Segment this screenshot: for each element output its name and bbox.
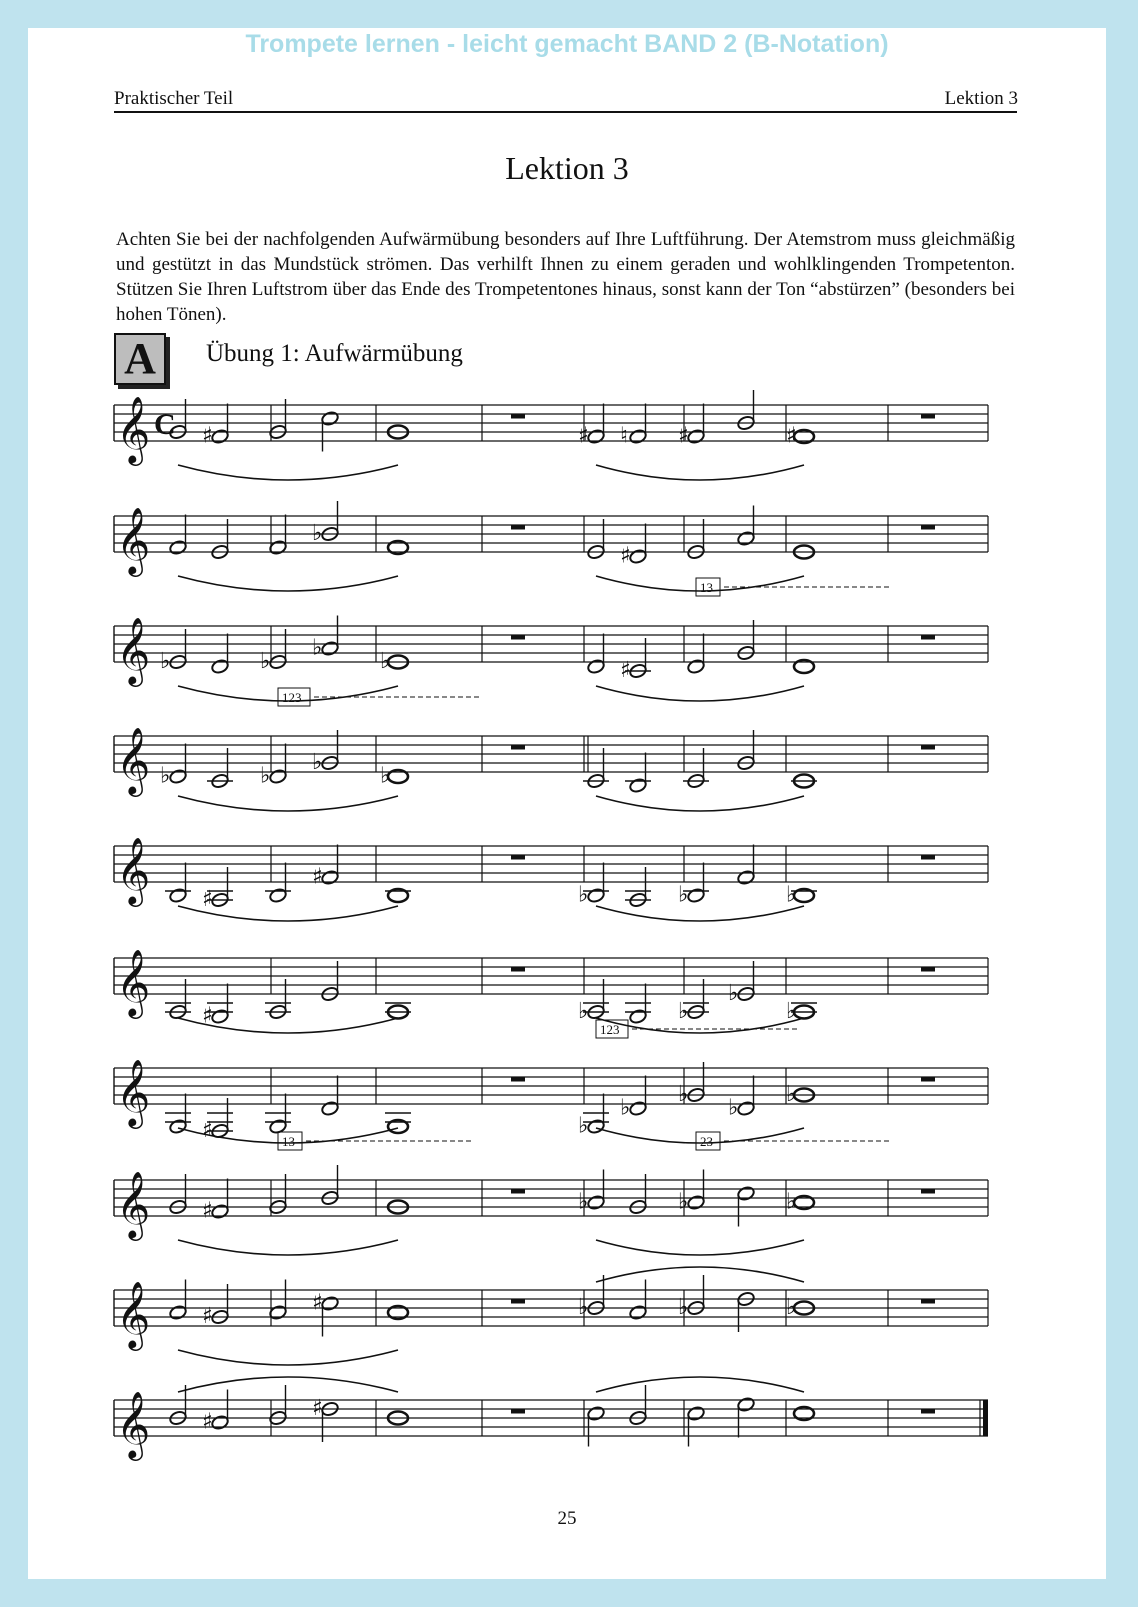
flat-accidental: ♭ — [380, 649, 391, 674]
sharp-accidental: ♯ — [786, 423, 797, 449]
section-letter-badge: A — [114, 333, 166, 385]
half-note — [586, 1194, 605, 1210]
slur — [596, 1377, 804, 1392]
fingering-label: 23 — [700, 1134, 713, 1149]
sharp-accidental: ♯ — [312, 864, 323, 890]
flat-accidental: ♭ — [260, 763, 271, 789]
half-note — [210, 428, 229, 444]
flat-accidental: ♭ — [578, 1113, 589, 1139]
whole-rest — [511, 1409, 525, 1414]
treble-clef: 𝄞 — [116, 616, 151, 684]
half-note — [320, 410, 339, 426]
slur — [596, 1240, 804, 1255]
half-note — [736, 1185, 755, 1201]
half-note — [320, 1100, 339, 1116]
flat-accidental: ♭ — [620, 1095, 631, 1121]
slur — [596, 686, 804, 701]
half-note — [586, 428, 605, 444]
flat-accidental: ♭ — [312, 635, 323, 661]
flat-accidental: ♭ — [160, 649, 171, 674]
fingering-label: 123 — [282, 690, 302, 705]
page — [28, 28, 1106, 1579]
exercise-heading: Übung 1: Aufwärmübung — [206, 340, 463, 367]
sharp-accidental: ♯ — [202, 1409, 213, 1435]
slur — [178, 1240, 398, 1255]
sharp-accidental: ♯ — [578, 423, 589, 449]
half-note — [586, 1405, 605, 1421]
half-note — [628, 428, 647, 444]
flat-accidental: ♭ — [678, 999, 689, 1024]
half-note — [586, 887, 605, 903]
page-number: 25 — [557, 1508, 577, 1529]
sharp-accidental: ♯ — [202, 1003, 213, 1029]
flat-accidental: ♭ — [728, 981, 739, 1006]
half-note — [320, 869, 339, 885]
half-note — [686, 658, 705, 674]
whole-rest — [921, 1409, 935, 1414]
flat-accidental: ♭ — [786, 999, 797, 1024]
sharp-accidental: ♯ — [678, 423, 689, 449]
flat-accidental: ♭ — [380, 763, 391, 789]
slur — [596, 465, 804, 480]
treble-clef: 𝄞 — [116, 395, 151, 463]
treble-clef: 𝄞 — [116, 948, 151, 1016]
slur — [178, 576, 398, 591]
time-signature: C — [154, 408, 176, 441]
whole-rest — [921, 855, 935, 860]
fingering-label: 13 — [282, 1134, 295, 1149]
half-note — [168, 1118, 187, 1134]
half-note — [736, 1100, 755, 1116]
flat-accidental: ♭ — [678, 1189, 689, 1215]
half-note — [210, 1414, 229, 1430]
whole-rest — [921, 967, 935, 972]
flat-accidental: ♭ — [312, 521, 323, 546]
natural-accidental: ♮ — [620, 423, 628, 449]
sharp-accidental: ♯ — [620, 543, 631, 569]
whole-rest — [511, 967, 525, 972]
whole-rest — [921, 1189, 935, 1194]
half-note — [628, 1100, 647, 1116]
book-title-banner: Trompete lernen - leicht gemacht BAND 2 (B-Notation) — [245, 30, 889, 58]
half-note — [320, 1295, 339, 1311]
flat-accidental: ♭ — [578, 1295, 589, 1320]
half-note — [210, 1008, 229, 1024]
flat-accidental: ♭ — [786, 1082, 797, 1107]
flat-accidental: ♭ — [786, 882, 797, 908]
half-note — [168, 887, 187, 903]
treble-clef: 𝄞 — [116, 1390, 151, 1458]
whole-rest — [511, 855, 525, 860]
treble-clef: 𝄞 — [116, 1170, 151, 1238]
treble-clef: 𝄞 — [116, 1280, 151, 1348]
sharp-accidental: ♯ — [620, 658, 631, 683]
flat-accidental: ♭ — [786, 1295, 797, 1320]
flat-accidental: ♭ — [260, 649, 271, 674]
flat-accidental: ♭ — [578, 999, 589, 1024]
fingering-label: 13 — [700, 580, 713, 595]
fingering-label: 123 — [600, 1022, 620, 1037]
flat-accidental: ♭ — [578, 882, 589, 908]
sharp-accidental: ♯ — [202, 1304, 213, 1329]
half-note — [736, 1396, 755, 1412]
half-note — [736, 869, 755, 885]
whole-rest — [511, 414, 525, 419]
whole-rest — [921, 745, 935, 750]
half-note — [686, 1194, 705, 1210]
whole-rest — [921, 525, 935, 530]
half-note — [628, 777, 647, 793]
half-note — [168, 768, 187, 784]
whole-rest — [511, 1189, 525, 1194]
slur — [596, 906, 804, 921]
page-title: Lektion 3 — [505, 150, 629, 186]
whole-rest — [511, 745, 525, 750]
slur — [178, 465, 398, 480]
sharp-accidental: ♯ — [202, 887, 213, 912]
sharp-accidental: ♯ — [202, 1198, 213, 1224]
whole-rest — [511, 1077, 525, 1082]
final-barline — [983, 1400, 988, 1436]
slur — [596, 796, 804, 811]
running-header-left: Praktischer Teil — [114, 88, 234, 109]
half-note — [268, 887, 287, 903]
half-note — [628, 1008, 647, 1024]
half-note — [628, 548, 647, 564]
whole-rest — [511, 635, 525, 640]
whole-rest — [511, 525, 525, 530]
sharp-accidental: ♯ — [202, 1118, 213, 1143]
flat-accidental: ♭ — [312, 750, 323, 775]
sharp-accidental: ♯ — [312, 1290, 323, 1316]
half-note — [320, 640, 339, 656]
slur — [178, 1350, 398, 1365]
music-score — [28, 28, 1106, 1579]
intro-paragraph: Achten Sie bei der nachfolgenden Aufwärmübung besonders auf Ihre Luftführung. Der Atemstrom muss gleichmäßig und gestützt in das Mundstück strömen. Das verhilft Ihnen zu einem geraden und wohlklingenden Trompetenton. Stützen Sie Ihren Luftstrom über das Ende des Trompetentones hinaus, sonst kann der Ton “abstürzen” (besonders bei hohen Tönen). — [116, 229, 1015, 325]
sharp-accidental: ♯ — [312, 1396, 323, 1421]
half-note — [210, 1203, 229, 1219]
whole-rest — [921, 635, 935, 640]
treble-clef: 𝄞 — [116, 836, 151, 904]
whole-rest — [921, 414, 935, 419]
half-note — [686, 887, 705, 903]
treble-clef: 𝄞 — [116, 726, 151, 794]
flat-accidental: ♭ — [160, 763, 171, 789]
running-header-right: Lektion 3 — [944, 88, 1018, 109]
whole-rest — [921, 1299, 935, 1304]
slur — [178, 1377, 398, 1392]
whole-rest — [921, 1077, 935, 1082]
flat-accidental: ♭ — [678, 1082, 689, 1107]
half-note — [586, 658, 605, 674]
half-note — [168, 1304, 187, 1320]
half-note — [686, 428, 705, 444]
half-note — [586, 1118, 605, 1134]
slur — [178, 796, 398, 811]
half-note — [628, 1304, 647, 1320]
flat-accidental: ♭ — [728, 1095, 739, 1121]
flat-accidental: ♭ — [678, 1295, 689, 1320]
sharp-accidental: ♯ — [202, 423, 213, 449]
half-note — [210, 658, 229, 674]
slur — [596, 1267, 804, 1282]
treble-clef: 𝄞 — [116, 1058, 151, 1126]
treble-clef: 𝄞 — [116, 506, 151, 574]
flat-accidental: ♭ — [678, 882, 689, 908]
whole-rest — [511, 1299, 525, 1304]
half-note — [168, 539, 187, 555]
half-note — [686, 1405, 705, 1421]
flat-accidental: ♭ — [786, 1189, 797, 1215]
flat-accidental: ♭ — [578, 1189, 589, 1215]
half-note — [736, 530, 755, 546]
